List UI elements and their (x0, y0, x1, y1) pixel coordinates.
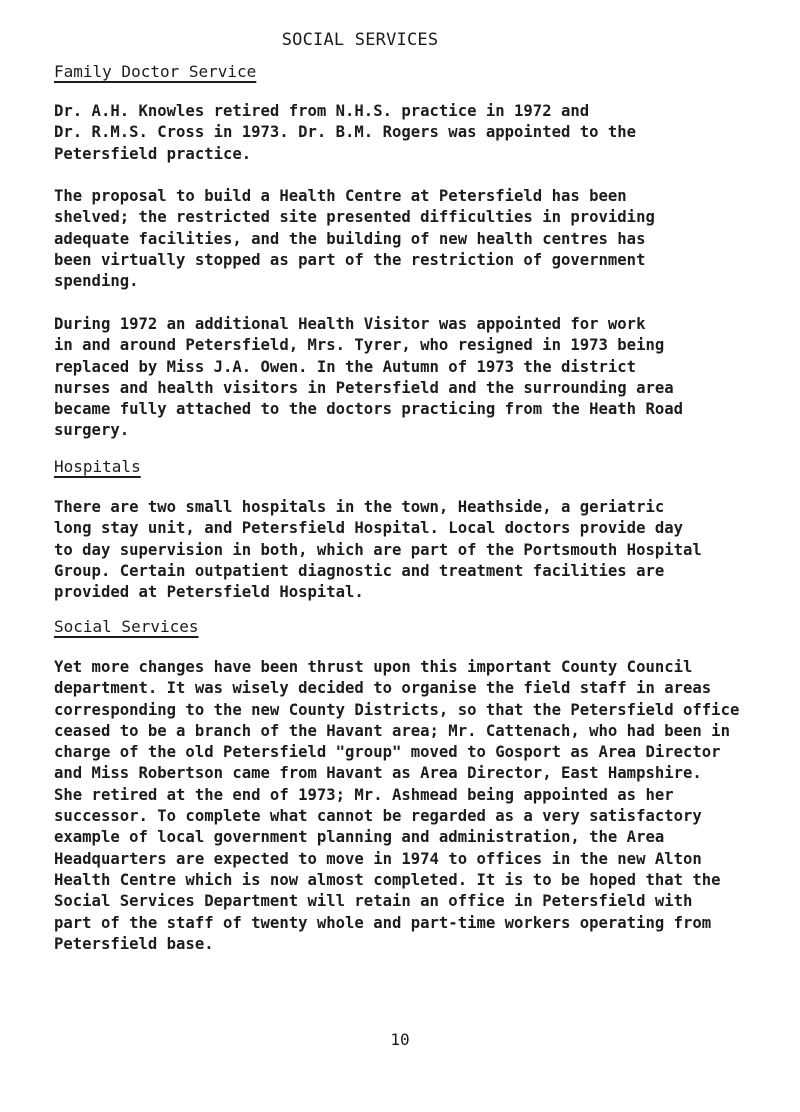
paragraph-social-services-1: Yet more changes have been thrust upon this important County Council department. It was wisely decided to organise the field staff in areas corresponding to the new County Districts, so that the Petersfield office ceased to be a branch of the Havant area; Mr. Cattenach, who had been in charge of the old Petersfield "group" moved to Gosport as Area Director and Miss Robertson came from Havant as Area Director, East Hampshire. She retired at the end of 1973; Mr. Ashmead being appointed as her successor. To complete what cannot be regarded as a very satisfactory example of local government planning and administration, the Area Headquarters are expected to move in 1974 to offices in the new Alton Health Centre which is now almost completed. It is to be hoped that the Social Services Department will retain an office in Petersfield with part of the staff of twenty whole and part-time workers operating from Petersfield base. (54, 658, 740, 953)
paragraph-hospitals-1: There are two small hospitals in the town, Heathside, a geriatric long stay unit, and Petersfield Hospital. Local doctors provide day to day supervision in both, which are part of the Portsmouth Hospital Group. Certain outpatient diagnostic and treatment facilities are provided at Petersfield Hospital. (54, 498, 702, 602)
paragraph-family-doctor-1: Dr. A.H. Knowles retired from N.H.S. practice in 1972 and Dr. R.M.S. Cross in 1973. Dr. B.M. Rogers was appointed to the Petersfield practice. (54, 102, 637, 163)
page-number: 10 (390, 1030, 410, 1049)
paragraph-family-doctor-3: During 1972 an additional Health Visitor was appointed for work in and around Petersfield, Mrs. Tyrer, who resigned in 1973 being replaced by Miss J.A. Owen. In the Autumn of 1973 the district nurses and health visitors in Petersfield and the surrounding area became fully attached to the doctors practicing from the Heath Road surgery. (54, 315, 684, 440)
section-heading-family-doctor: Family Doctor Service (54, 62, 257, 81)
section-heading-social-services: Social Services (54, 617, 199, 636)
section-heading-hospitals: Hospitals (54, 457, 141, 476)
page-title: SOCIAL SERVICES (281, 30, 439, 50)
paragraph-family-doctor-2: The proposal to build a Health Centre at Petersfield has been shelved; the restricted site presented difficulties in providing adequate facilities, and the building of new health centres has been virtually stopped as part of the restriction of government spending. (54, 187, 655, 291)
